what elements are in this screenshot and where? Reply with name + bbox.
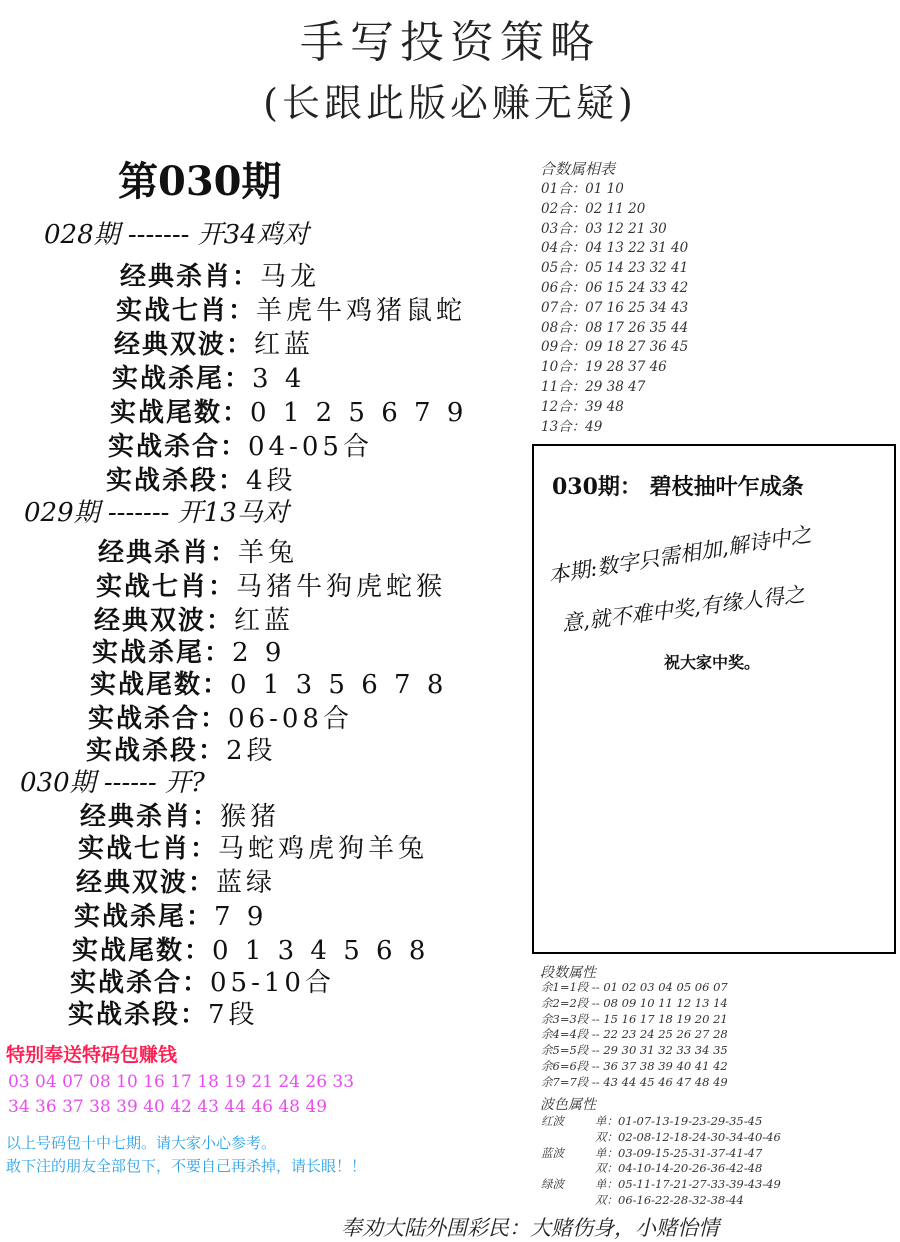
page-title: 手写投资策略 <box>300 17 600 68</box>
special-numbers-line-2: 34 36 37 38 39 40 42 43 44 46 48 49 <box>8 1097 328 1117</box>
page-subtitle: (长跟此版必赚无疑) <box>263 81 637 125</box>
issue-number: 第030期 <box>118 158 282 205</box>
heshu-row: 13合：49 <box>541 418 603 435</box>
poem-title: 030期： 碧枝抽叶乍成条 <box>552 474 804 500</box>
segment-row: 余1=1段 -- 01 02 03 04 05 06 07 <box>541 980 728 994</box>
heshu-row: 02合：02 11 20 <box>541 200 646 217</box>
waves-table <box>541 1114 781 1209</box>
special-offer-title: 特别奉送特码包赚钱 <box>6 1044 178 1066</box>
record-028-kill-tail: 实战杀尾：3 4 <box>112 364 306 394</box>
heshu-row: 07合：07 16 25 34 43 <box>541 299 689 316</box>
heshu-row: 08合：08 17 26 35 44 <box>541 319 689 336</box>
record-028-double-wave: 经典双波：红蓝 <box>114 330 315 360</box>
special-note <box>6 1132 366 1178</box>
heshu-row: 05合：05 14 23 32 41 <box>541 260 689 277</box>
wave-row: 双：06-16-22-28-32-38-44 <box>595 1192 744 1207</box>
segment-row: 余2=2段 -- 08 09 10 11 12 13 14 <box>541 995 728 1010</box>
record-030-seven-zodiac: 实战七肖：马蛇鸡虎狗羊兔 <box>78 834 429 864</box>
wave-row: 双：02-08-12-18-24-30-34-40-46 <box>595 1129 781 1144</box>
record-029-kill-tail: 实战杀尾：2 9 <box>92 638 286 668</box>
heshu-row: 09合：09 18 27 36 45 <box>541 339 689 356</box>
segments-table <box>541 980 728 1091</box>
segment-row: 余7=7段 -- 43 44 45 46 47 48 49 <box>541 1074 728 1089</box>
record-030-kill-segment: 实战杀段：7段 <box>68 1000 259 1030</box>
heshu-row: 06合：06 15 24 33 42 <box>541 279 689 296</box>
record-030-double-wave: 经典双波：蓝绿 <box>76 868 277 898</box>
record-029-head: 029期 ------- 开13马对 <box>24 498 289 528</box>
wave-row: 绿波 单：05-11-17-21-27-33-39-43-49 <box>541 1177 781 1192</box>
wave-row: 蓝波 单：03-09-15-25-31-37-41-47 <box>541 1145 763 1160</box>
record-029-kill-sum: 实战杀合：06-08合 <box>88 704 353 734</box>
special-note-line-1: 以上号码包十中七期。请大家小心参考。 <box>6 1134 277 1152</box>
footer-slogan: 奉劝大陆外围彩民：大赌伤身，小赌怡情 <box>341 1216 719 1240</box>
record-028-kill-zodiac: 经典杀肖：马龙 <box>120 262 321 292</box>
heshu-row: 01合：01 10 <box>541 181 624 197</box>
wave-row: 红波 单：01-07-13-19-23-29-35-45 <box>541 1114 763 1128</box>
special-note-line-2: 敢下注的朋友全部包下，不要自己再杀掉，请长眼！！ <box>6 1157 367 1175</box>
heshu-row: 11合：29 38 47 <box>541 378 646 395</box>
record-028-tail-numbers: 实战尾数：0 1 2 5 6 7 9 <box>110 398 468 428</box>
record-029-double-wave: 经典双波：红蓝 <box>94 606 295 636</box>
segment-row: 余3=3段 -- 15 16 17 18 19 20 21 <box>541 1011 728 1026</box>
record-028-kill-sum: 实战杀合：04-05合 <box>108 432 373 462</box>
segment-row: 余4=4段 -- 22 23 24 25 26 27 28 <box>541 1027 728 1042</box>
wave-row: 双：04-10-14-20-26-36-42-48 <box>595 1161 763 1176</box>
record-029-kill-zodiac: 经典杀肖：羊兔 <box>98 538 299 568</box>
segment-row: 余5=5段 -- 29 30 31 32 33 34 35 <box>541 1043 728 1058</box>
poem-wish: 祝大家中奖。 <box>664 653 761 672</box>
special-numbers <box>8 1070 354 1120</box>
record-030-kill-tail: 实战杀尾：7 9 <box>74 902 268 932</box>
heshu-row: 03合：03 12 21 30 <box>541 220 667 237</box>
segment-row: 余6=6段 -- 36 37 38 39 40 41 42 <box>541 1058 728 1073</box>
waves-title: 波色属性 <box>540 1097 596 1113</box>
heshu-row: 12合：39 48 <box>541 398 624 415</box>
poem-note-line-2: 意,就不难中奖,有缘人得之 <box>560 582 806 636</box>
heshu-row: 04合：04 13 22 31 40 <box>541 240 689 257</box>
poem-box <box>532 444 896 954</box>
segments-title: 段数属性 <box>540 965 596 981</box>
record-029-tail-numbers: 实战尾数：0 1 3 5 6 7 8 <box>90 670 448 700</box>
special-numbers-line-1: 03 04 07 08 10 16 17 18 19 21 24 26 33 <box>8 1072 355 1092</box>
record-028-kill-segment: 实战杀段：4段 <box>106 466 297 496</box>
heshu-table <box>541 180 688 437</box>
heshu-table-title: 合数属相表 <box>540 160 616 178</box>
record-030-head: 030期 ------ 开? <box>20 768 205 798</box>
record-028-head: 028期 ------- 开34鸡对 <box>44 220 309 250</box>
record-029-seven-zodiac: 实战七肖：马猪牛狗虎蛇猴 <box>96 572 447 602</box>
poem-note-line-1: 本期:数字只需相加,解诗中之 <box>546 522 813 588</box>
record-028-seven-zodiac: 实战七肖：羊虎牛鸡猪鼠蛇 <box>116 296 467 326</box>
record-030-kill-sum: 实战杀合：05-10合 <box>70 968 335 998</box>
record-029-kill-segment: 实战杀段：2段 <box>86 736 277 766</box>
record-030-kill-zodiac: 经典杀肖：猴猪 <box>80 802 281 832</box>
record-030-tail-numbers: 实战尾数：0 1 3 4 5 6 8 <box>72 936 430 966</box>
heshu-row: 10合：19 28 37 46 <box>541 359 667 376</box>
